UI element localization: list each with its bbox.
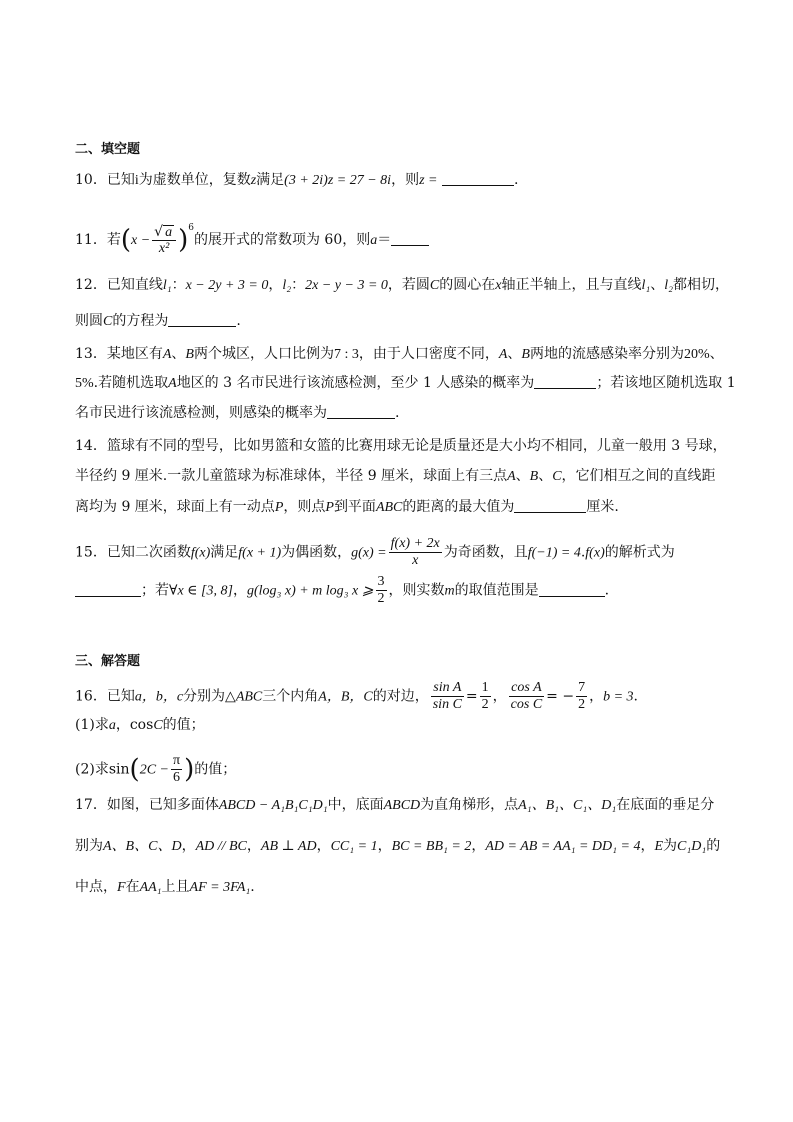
q16-one-half: $\frac{1}{2}$ [481,680,489,712]
q15-number: 15． [75,544,107,561]
answer-blank [168,312,236,327]
question-17-line-2: 别为A、B、C、D，AD // BC，AB ⊥ AD，CC₁ = 1，BC = BB₁ = 2，AD = AB = AA₁ = DD₁ = 4，E为C₁D₁的 [75,838,721,854]
section-heading-fill-in: 二、填空题 [75,142,141,157]
q11-fraction: $\frac{√ a}{\text{x²}}$ [152,224,176,257]
q13-number: 13． [75,346,107,362]
answer-blank [327,404,395,419]
question-15: 15．已知二次函数f(x)满足f(x + 1)为偶函数，g(x) = $\frac{f(x) + 2x}{x}$ 为奇函数，且f(−1) = 4.f(x)的解析式为 [75,536,675,568]
q10-number: 10． [75,172,107,188]
question-13-line-2: 5%.若随机选取A地区的 3 名市民进行该流感检测，至少 1 人感染的概率为 ；若该地区随机选取 1 [75,375,736,391]
answer-blank [442,171,514,186]
q16-sin-ratio: $\frac{\text{sin A}}{\text{sin C}}$ [432,680,462,712]
q17-number: 17． [75,797,107,813]
question-11: 11．若(x − $\frac{√ a}{\text{x²}}$ )$^6$的展开式的常数项为 60，则a＝ [75,218,429,257]
question-15-line-2: ；若∀x ∈ [3, 8]，g(log₃ x) + m log₃ x ⩾ $\frac{3}{2}$ ，则实数m的取值范围是 . [75,574,609,607]
q15-three-halves: $\frac{3}{2}$ [377,574,385,606]
q11-number: 11．若 [75,232,121,248]
q12-number: 12． [75,277,107,293]
question-16-part-1: (1)求a，cosC的值； [75,717,205,733]
answer-blank [514,498,586,513]
section-heading-solutions: 三、解答题 [75,654,141,669]
question-13: 13．某地区有A、B两个城区，人口比例为7 : 3，由于人口密度不同，A、B两地的流感感染率分别为20%、 [75,346,724,362]
question-14-line-2: 半径约 9 厘米.一款儿童篮球为标准球体，半径 9 厘米，球面上有三点A、B、C，它们相互之间的直线距 [75,468,716,484]
question-10: 10．已知i为虚数单位，复数z满足(3 + 2i)z = 27 − 8i，则z = . [75,172,519,188]
answer-blank [75,582,141,597]
question-17: 17．如图，已知多面体ABCD − A₁B₁C₁D₁中，底面ABCD为直角梯形，点A₁、B₁、C₁、D₁在底面的垂足分 [75,797,715,813]
q16-pi-over-6: $\frac{\pi}{6}$ [172,753,181,785]
question-12: 12．已知直线l₁：x − 2y + 3 = 0，l₂：2x − y − 3 = 0，若圆C的圆心在x轴正半轴上，且与直线l₁、l₂都相切， [75,277,730,293]
question-17-line-3: 中点，F在AA₁上且AF = 3FA₁. [75,879,255,895]
answer-blank [391,231,429,246]
answer-blank [539,582,605,597]
q16-seven-halves: $\frac{7}{2}$ [578,680,586,712]
question-12-line-2: 则圆C的方程为 . [75,313,241,329]
answer-blank [534,374,596,389]
question-16-part-2: (2)求sin(2C − $\frac{\pi}{6}$ )的值； [75,753,237,785]
question-14: 14．篮球有不同的型号，比如男篮和女篮的比赛用球无论是质量还是大小均不相同，儿童一般用 3 号球， [75,438,727,454]
q15-g-fraction: $\frac{f(x) + 2x}{x}$ [390,536,440,568]
q16-cos-ratio: $\frac{\text{cos A}}{\text{cos C}}$ [510,680,543,712]
question-14-line-3: 离均为 9 厘米，球面上有一动点P，则点P到平面ABC的距离的最大值为 厘米. [75,499,619,515]
question-16: 16．已知a，b，c分别为△ABC三个内角A，B，C的对边， $\frac{\text{sin A}}{\text{sin C}}$ = $\frac{1}{2}$ ， $\frac{\text{cos A}}{\text{cos C}}$ = − $\frac{7}{2}$ ，b = 3. [75,680,638,712]
q16-number: 16． [75,688,107,705]
q10-equation: (3 + 2i)z = 27 − 8i [284,173,392,188]
question-13-line-3: 名市民进行该流感检测，则感染的概率为 . [75,405,400,421]
q14-number: 14． [75,438,107,454]
